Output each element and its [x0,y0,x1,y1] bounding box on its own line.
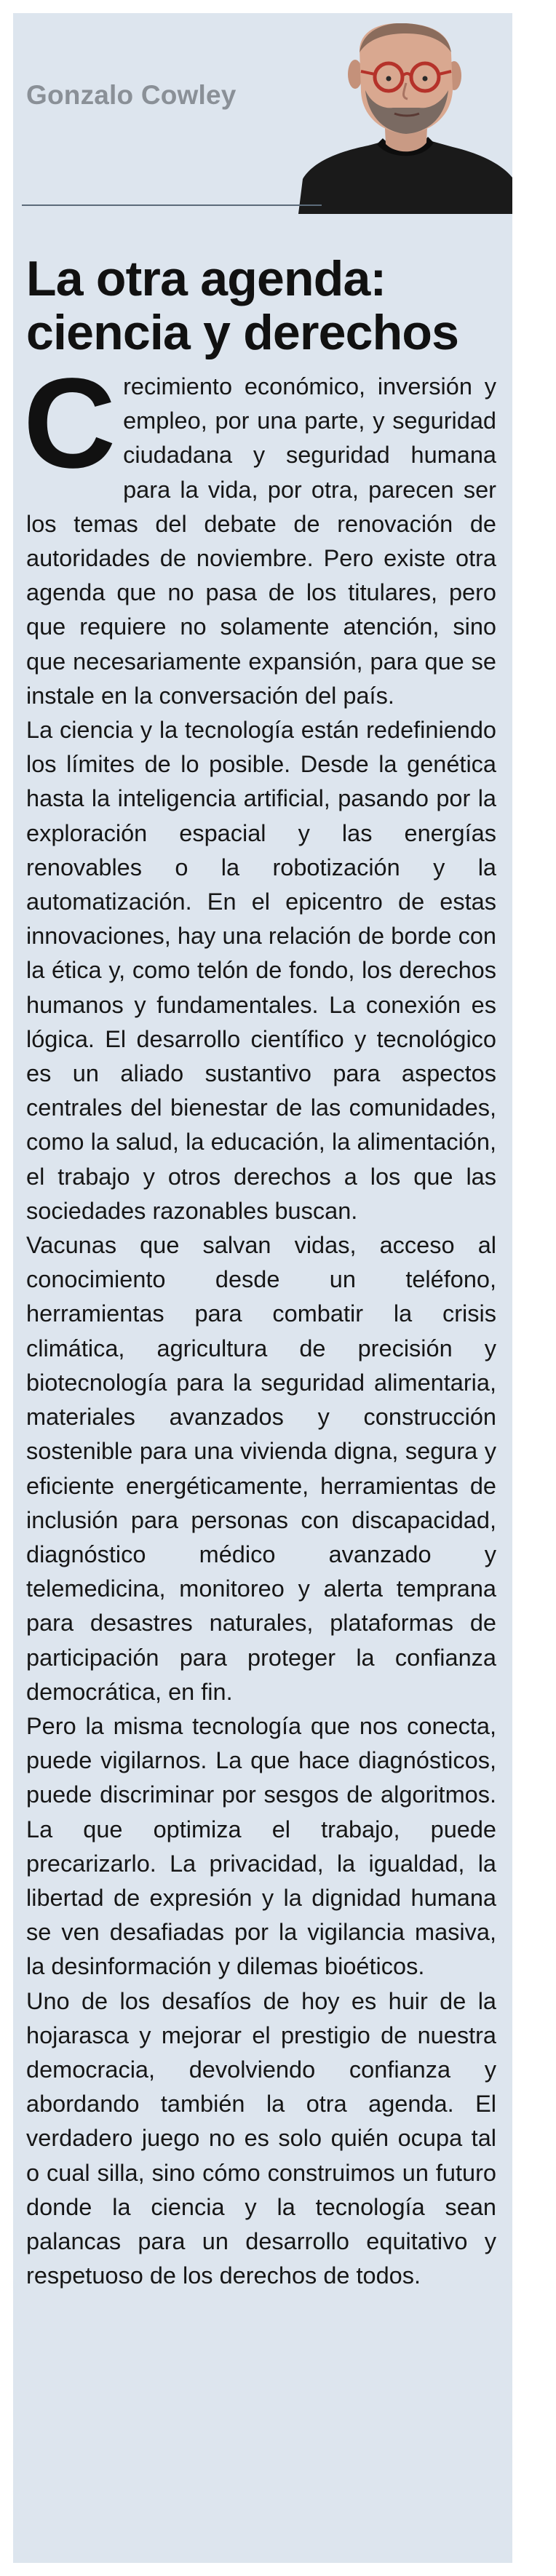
article-paragraph: La ciencia y la tecnología están redefiniendo los límites de lo posible. Desde la genética hasta la inteligencia artificial, pasando por la exploración espacial y las energías renovables o la robotización y la automatización. En el epicentro de estas innovaciones, hay una relación de borde con la ética y, como telón de fondo, los derechos humanos y fundamentales. La conexión es lógica. El desarrollo científico y tecnológico es un aliado sustantivo para aspectos centrales del bienestar de las comunidades, como la salud, la educación, la alimentación, el trabajo y otros derechos a los que las sociedades razonables buscan. [26,717,496,1224]
article-paragraph: Vacunas que salvan vidas, acceso al conocimiento desde un teléfono, herramientas para combatir la crisis climática, agricultura de precisión y biotecnología para la seguridad alimentaria, materiales avanzados y construcción sostenible para una vivienda digna, segura y eficiente energéticamente, herramientas de inclusión para personas con discapacidad, diagnóstico médico avanzado y telemedicina, monitoreo y alerta temprana para desastres naturales, plataformas de participación para proteger la confianza democrática, en fin. [26,1232,496,1705]
author-name: Gonzalo Cowley [26,80,237,110]
article-paragraph: Pero la misma tecnología que nos conecta, puede vigilarnos. La que hace diagnósticos, puede discriminar por sesgos de algoritmos. La que optimiza el trabajo, puede precarizarlo. La privacidad, la igualdad, la libertad de expresión y la dignidad humana se ven desafiadas por la vigilancia masiva, la desinformación y dilemas bioéticos. [26,1712,496,1980]
opinion-column [13,13,512,2563]
column-header [13,13,512,210]
author-photo [298,23,512,214]
article-body [23,352,496,2293]
article-paragraph [23,352,496,713]
paragraph-text: recimiento económico, inversión y empleo, por una parte, y seguridad ciudadana y seguridad humana para la vida, por otra, parecen ser los temas del debate de renovación de autoridades de noviembre. Pero existe otra agenda que no pasa de los titulares, pero que requiere no solamente atención, sino que necesariamente expansión, para que se instale en la conversación del país. [26,373,496,709]
article-paragraph: Uno de los desafíos de hoy es huir de la hojarasca y mejorar el prestigio de nuestra democracia, devolviendo confianza y abordando también la otra agenda. El verdadero juego no es solo quién ocupa tal o cual silla, sino cómo construimos un futuro donde la ciencia y la tecnología sean palancas para un desarrollo equitativo y respetuoso de los derechos de todos. [26,1987,496,2289]
drop-cap: C [23,352,116,495]
article-title: La otra agenda: ciencia y derechos [26,251,459,360]
header-rule [22,204,322,206]
